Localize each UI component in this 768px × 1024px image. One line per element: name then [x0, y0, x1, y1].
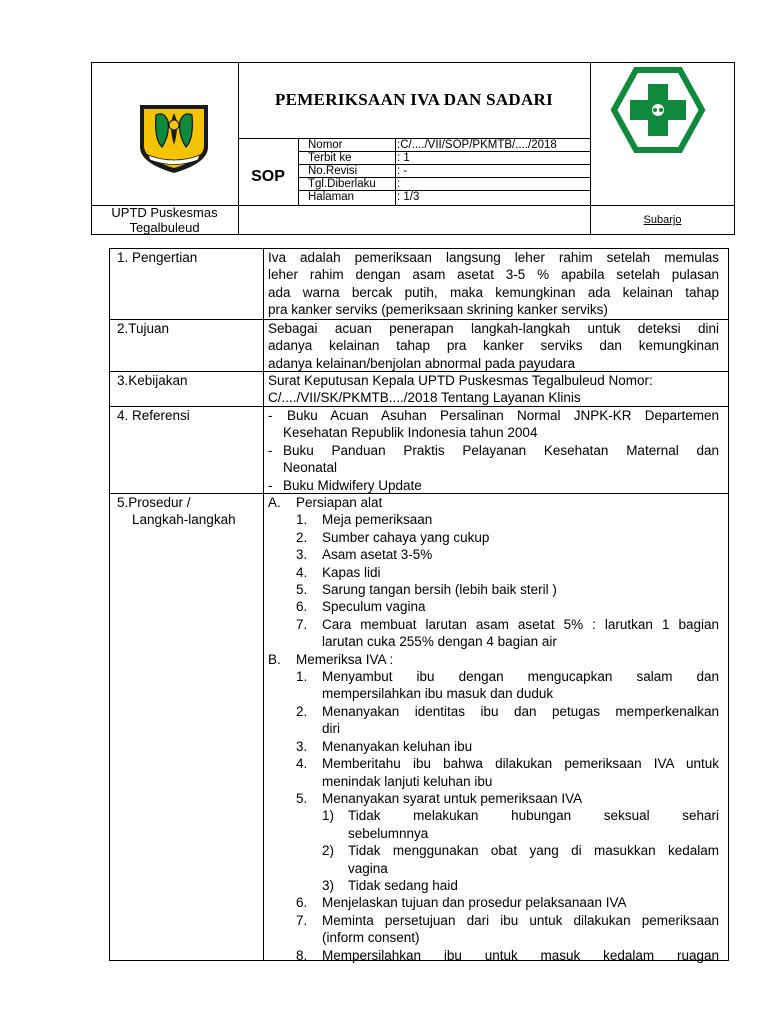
list-item: [322, 807, 719, 842]
list-item-text: Sumber cahaya yang cukup: [322, 529, 490, 545]
list-number: 6.: [296, 895, 308, 911]
list-number: 2.: [296, 529, 308, 545]
list-number: 3): [322, 877, 335, 893]
list-number: 3.: [296, 547, 308, 563]
list-number: 4.: [296, 564, 308, 580]
list-item: - Buku Panduan Praktis Pelayanan Kesehatan Maternal dan Neonatal: [268, 442, 719, 476]
list-item-text: Asam asetat 3-5%: [322, 547, 433, 563]
pengertian-text: Iva adalah pemeriksaan langsung leher rahim setelah memulas leher rahim dengan asam asetat 3-5 % apabila setelah pulasan ada warna bercak putih, maka kemungkinan ada kelainan tahap pra kanker serviks (pemeriksaan skrining kanker serviks): [268, 250, 719, 318]
list-item-text: Cara membuat larutan asam asetat 5% : larutkan 1 bagian: [322, 616, 719, 632]
meta-halaman-label: Halaman: [308, 191, 355, 203]
puskesmas-logo: [606, 62, 710, 158]
list-item-text: diri: [322, 721, 341, 737]
list-item: [296, 529, 719, 546]
org-name: UPTD Puskesmas Tegalbuleud: [111, 205, 218, 235]
list-item-text: Tidak sedang haid: [348, 877, 458, 893]
meta-terbit-label: Terbit ke: [308, 152, 352, 164]
list-item: [296, 703, 719, 738]
list-item: [296, 616, 719, 651]
meta-tgl-label: Tgl.Diberlaku: [308, 178, 376, 190]
list-number: 7.: [296, 912, 308, 928]
list-item-text: Memberitahu ibu bahwa dilakukan pemeriksaan IVA untuk: [322, 756, 719, 772]
list-item-text: Menanyakan keluhan ibu: [322, 738, 473, 754]
list-number: 7.: [296, 616, 308, 632]
list-number: 6.: [296, 599, 308, 615]
list-item-text: vagina: [348, 860, 388, 876]
list-number: 5.: [296, 790, 308, 806]
list-item: [296, 564, 719, 581]
section-a-title: Persiapan alat: [296, 495, 383, 510]
label-pengertian: 1. Pengertian: [117, 250, 198, 265]
list-item-text: Sarung tangan bersih (lebih baik steril ): [322, 582, 557, 598]
list-item-text: mempersilahkan ibu masuk dan duduk: [322, 686, 554, 702]
list-item: [296, 912, 719, 947]
meta-revisi-label: No.Revisi: [308, 165, 358, 177]
list-item-text: Menjelaskan tujuan dan prosedur pelaksanaan IVA: [322, 895, 627, 911]
list-item-text: larutan cuka 255% dengan 4 bagian air: [322, 634, 557, 650]
signer-name: Subarjo: [643, 214, 682, 226]
list-item-text: Kapas lidi: [322, 564, 381, 580]
list-number: 1.: [296, 512, 308, 528]
prosedur-content: [268, 494, 719, 964]
list-item-text: Mempersilahkan ibu untuk masuk kedalam ruagan: [322, 947, 719, 963]
regional-emblem-logo: [134, 103, 214, 175]
label-tujuan: 2.Tujuan: [117, 321, 170, 336]
list-number: 1): [322, 808, 335, 824]
list-item-text: Tidak menggunakan obat yang di masukkan kedalam: [348, 843, 719, 859]
list-item-text: Speculum vagina: [322, 599, 426, 615]
sop-label: SOP: [251, 168, 285, 185]
list-item-text: Menyambut ibu dengan mengucapkan salam dan: [322, 669, 719, 685]
list-number: 2): [322, 843, 335, 859]
label-kebijakan: 3.Kebijakan: [117, 373, 188, 388]
list-number: 4.: [296, 756, 308, 772]
list-item: [322, 842, 719, 877]
list-number: 1.: [296, 669, 308, 685]
list-number: 2.: [296, 703, 308, 719]
list-item-text: Meminta persetujuan dari ibu untuk dilakukan pemeriksaan: [322, 912, 719, 928]
label-referensi: 4. Referensi: [117, 408, 190, 423]
list-item-text: menindak lanjuti keluhan ibu: [322, 773, 493, 789]
kebijakan-text: Surat Keputusan Kepala UPTD Puskesmas Tegalbuleud Nomor: C/..../VII/SK/PKMTB..../2018 Tentang Layanan Klinis: [268, 373, 653, 406]
list-item-text: Menanyakan identitas ibu dan petugas memperkenalkan: [322, 703, 719, 719]
list-item: - Buku Midwifery Update: [268, 477, 422, 493]
list-item-text: Menanyakan syarat untuk pemeriksaan IVA: [322, 790, 583, 806]
list-item: [296, 790, 719, 807]
section-a-marker: A.: [268, 495, 281, 510]
section-b-title: Memeriksa IVA :: [296, 651, 394, 667]
list-number: 8.: [296, 947, 308, 963]
list-item: [296, 598, 719, 615]
list-item-text: Tidak melakukan hubungan seksual sehari: [348, 808, 719, 824]
meta-halaman-value: : 1/3: [397, 191, 420, 203]
list-item-text: sebelumnnya: [348, 825, 429, 841]
list-item: [322, 877, 719, 894]
meta-nomor-value: :C/..../VII/SOP/PKMTB/..../2018: [397, 139, 557, 151]
label-prosedur: 5.Prosedur / Langkah-langkah: [117, 495, 236, 528]
list-item: [296, 755, 719, 790]
list-item-text: Meja pemeriksaan: [322, 512, 433, 528]
meta-terbit-value: : 1: [397, 152, 410, 164]
tujuan-text: Sebagai acuan penerapan langkah-langkah untuk deteksi dini adanya kelainan tahap pra kanker serviks dan kemungkinan adanya kelainan/benjolan abnormal pada payudara: [268, 321, 719, 371]
section-b-marker: B.: [268, 651, 281, 667]
meta-nomor-label: Nomor: [308, 139, 343, 151]
document-title: PEMERIKSAAN IVA DAN SADARI: [274, 90, 554, 109]
list-item: [296, 947, 719, 964]
referensi-list: [268, 407, 719, 494]
list-number: 3.: [296, 738, 308, 754]
list-number: 5.: [296, 582, 308, 598]
list-item: [296, 738, 719, 755]
list-item: [296, 668, 719, 703]
meta-tgl-value: :: [397, 178, 401, 190]
list-item: [296, 546, 719, 563]
list-item: - Buku Acuan Asuhan Persalinan Normal JNPK-KR Departemen Kesehatan Republik Indonesia tahun 2004: [268, 408, 719, 441]
meta-revisi-value: : -: [397, 165, 408, 177]
list-item: [296, 511, 719, 528]
list-item: [296, 581, 719, 598]
list-item: [296, 894, 719, 911]
list-item-text: (inform consent): [322, 930, 420, 946]
